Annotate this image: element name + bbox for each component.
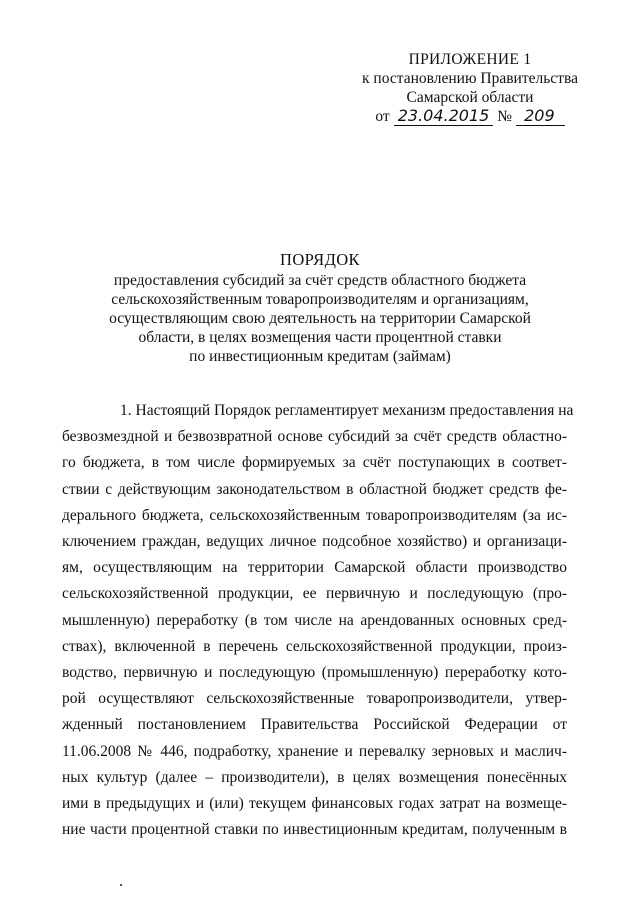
appendix-block — [340, 50, 600, 126]
body-line: 1. Настоящий Порядок регламентирует механизм предоставления на — [120, 402, 574, 419]
heading-line: по инвестиционным кредитам (займам) — [189, 348, 451, 365]
body-line: ствах), включенной в перечень сельскохозяйственной продукции, произ- — [62, 637, 567, 655]
date-prefix: от — [375, 108, 390, 125]
body-line: дерального бюджета, сельскохозяйственным товаропроизводителям (за ис- — [62, 506, 567, 524]
heading-line: предоставления субсидий за счёт средств областного бюджета — [113, 272, 527, 289]
body-line: мышленную) переработку (в том числе на арендованных основных сред- — [62, 611, 567, 629]
body-line: ключением граждан, ведущих личное подсобное хозяйство) и организаци- — [62, 533, 567, 551]
heading-line: области, в целях возмещения части процентной ставки — [138, 329, 502, 346]
number-sign: № — [497, 108, 513, 125]
body-line: ние части процентной ставки по инвестиционным кредитам, полученным в — [62, 821, 567, 839]
appendix-date-line — [340, 107, 600, 126]
appendix-line-2: Самарской области — [406, 89, 534, 106]
heading-line: сельскохозяйственным товаропроизводителям и организациям, — [111, 291, 529, 308]
body-line: ими в предыдущих и (или) текущем финансовых годах затрат на возмеще- — [62, 795, 567, 813]
body-line: го бюджета, в том числе формируемых за счёт поступающих в соответ- — [62, 454, 567, 472]
appendix-title: ПРИЛОЖЕНИЕ 1 — [408, 51, 532, 68]
scan-speck — [120, 884, 122, 886]
handwritten-date: 23.04.2015 — [394, 107, 494, 126]
body-line: 11.06.2008 № 446, подработку, хранение и перевалку зерновых и маслич- — [62, 742, 567, 760]
body-line: водство, первичную и последующую (промышленную) переработку кото- — [62, 664, 567, 682]
document-heading — [0, 250, 640, 366]
handwritten-number: 209 — [516, 107, 565, 126]
heading-line: осуществляющим свою деятельность на территории Самарской — [109, 310, 531, 327]
appendix-line-1: к постановлению Правительства — [362, 70, 578, 87]
body-line: рой осуществляют сельскохозяйственные товаропроизводители, утвер- — [62, 690, 567, 708]
body-line: жденный постановлением Правительства Российской Федерации от — [62, 716, 567, 734]
body-line: ствии с действующим законодательством в областной бюджет средств фе- — [62, 480, 567, 498]
body-line: ям, осуществляющим на территории Самарской области производство — [62, 559, 567, 577]
body-line: безвозмездной и безвозвратной основе субсидий за счёт средств областно- — [62, 428, 567, 446]
body-line: ных культур (далее – производители), в целях возмещения понесённых — [62, 768, 567, 786]
body-paragraph — [62, 398, 574, 843]
body-line: сельскохозяйственной продукции, ее первичную и последующую (про- — [62, 585, 567, 603]
heading-title: ПОРЯДОК — [280, 250, 360, 269]
